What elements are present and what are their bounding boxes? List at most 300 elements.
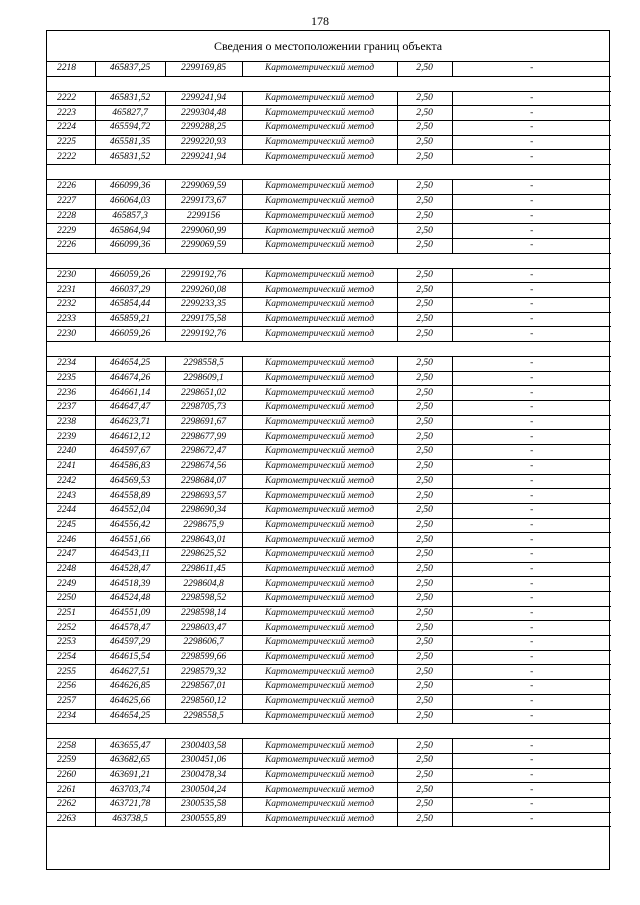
coord-y: 2299241,94 [165, 150, 242, 165]
method: Картометрический метод [242, 224, 397, 239]
note: - [452, 533, 611, 548]
table-row [47, 401, 611, 416]
note: - [452, 180, 611, 195]
method: Картометрический метод [242, 135, 397, 150]
table-row [47, 592, 611, 607]
coord-y: 2299304,48 [165, 106, 242, 121]
precision: 2,50 [397, 135, 452, 150]
precision: 2,50 [397, 297, 452, 312]
note: - [452, 665, 611, 680]
table-row [47, 606, 611, 621]
document-frame [46, 30, 610, 870]
coord-x: 464597,29 [95, 636, 165, 651]
coord-x: 464674,26 [95, 371, 165, 386]
point-id: 2248 [47, 562, 95, 577]
precision: 2,50 [397, 209, 452, 224]
precision: 2,50 [397, 357, 452, 372]
table-row [47, 121, 611, 136]
point-id: 2262 [47, 797, 95, 812]
method: Картометрический метод [242, 121, 397, 136]
table-row [47, 636, 611, 651]
separator-cell [47, 342, 611, 357]
method: Картометрический метод [242, 180, 397, 195]
table-row [47, 577, 611, 592]
coord-x: 465864,94 [95, 224, 165, 239]
point-id: 2244 [47, 503, 95, 518]
precision: 2,50 [397, 459, 452, 474]
coord-x: 466099,36 [95, 238, 165, 253]
note: - [452, 224, 611, 239]
method: Картометрический метод [242, 238, 397, 253]
point-id: 2260 [47, 768, 95, 783]
note: - [452, 357, 611, 372]
coord-y: 2299173,67 [165, 194, 242, 209]
coord-x: 464615,54 [95, 650, 165, 665]
method: Картометрический метод [242, 150, 397, 165]
coord-y: 2299069,59 [165, 180, 242, 195]
point-id: 2259 [47, 753, 95, 768]
method: Картометрический метод [242, 106, 397, 121]
precision: 2,50 [397, 489, 452, 504]
coordinates-table [47, 62, 611, 827]
table-row [47, 297, 611, 312]
method: Картометрический метод [242, 606, 397, 621]
table-row [47, 518, 611, 533]
point-id: 2235 [47, 371, 95, 386]
coord-x: 464551,66 [95, 533, 165, 548]
coord-x: 463655,47 [95, 739, 165, 754]
note: - [452, 415, 611, 430]
separator-cell [47, 724, 611, 739]
point-id: 2258 [47, 739, 95, 754]
point-id: 2242 [47, 474, 95, 489]
table-row [47, 386, 611, 401]
coord-x: 465837,25 [95, 62, 165, 76]
coord-y: 2300478,34 [165, 768, 242, 783]
table-row [47, 415, 611, 430]
coord-x: 466037,29 [95, 283, 165, 298]
precision: 2,50 [397, 768, 452, 783]
coord-x: 464654,25 [95, 709, 165, 724]
coord-y: 2299156 [165, 209, 242, 224]
coord-x: 465827,7 [95, 106, 165, 121]
precision: 2,50 [397, 680, 452, 695]
method: Картометрический метод [242, 547, 397, 562]
coord-y: 2298579,32 [165, 665, 242, 680]
method: Картометрический метод [242, 459, 397, 474]
document-title: Сведения о местоположении границ объекта [47, 31, 609, 62]
table-row [47, 650, 611, 665]
note: - [452, 238, 611, 253]
table-row [47, 180, 611, 195]
note: - [452, 592, 611, 607]
method: Картометрический метод [242, 474, 397, 489]
group-separator [47, 76, 611, 91]
precision: 2,50 [397, 503, 452, 518]
coord-y: 2298691,67 [165, 415, 242, 430]
point-id: 2226 [47, 238, 95, 253]
coord-y: 2298560,12 [165, 694, 242, 709]
point-id: 2222 [47, 150, 95, 165]
precision: 2,50 [397, 533, 452, 548]
table-row [47, 91, 611, 106]
coord-y: 2299069,59 [165, 238, 242, 253]
note: - [452, 636, 611, 651]
coord-y: 2299060,99 [165, 224, 242, 239]
precision: 2,50 [397, 312, 452, 327]
coord-y: 2298611,45 [165, 562, 242, 577]
precision: 2,50 [397, 91, 452, 106]
precision: 2,50 [397, 812, 452, 827]
note: - [452, 62, 611, 76]
point-id: 2234 [47, 709, 95, 724]
precision: 2,50 [397, 636, 452, 651]
note: - [452, 459, 611, 474]
table-row [47, 371, 611, 386]
coord-x: 464586,83 [95, 459, 165, 474]
coord-x: 463721,78 [95, 797, 165, 812]
coord-x: 464578,47 [95, 621, 165, 636]
note: - [452, 562, 611, 577]
table-row [47, 709, 611, 724]
note: - [452, 577, 611, 592]
note: - [452, 371, 611, 386]
point-id: 2228 [47, 209, 95, 224]
note: - [452, 518, 611, 533]
table-row [47, 150, 611, 165]
table-row [47, 312, 611, 327]
precision: 2,50 [397, 783, 452, 798]
coord-y: 2299233,35 [165, 297, 242, 312]
point-id: 2227 [47, 194, 95, 209]
note: - [452, 386, 611, 401]
group-separator [47, 724, 611, 739]
table-row [47, 238, 611, 253]
note: - [452, 606, 611, 621]
table-row [47, 547, 611, 562]
precision: 2,50 [397, 665, 452, 680]
coord-y: 2298672,47 [165, 445, 242, 460]
point-id: 2236 [47, 386, 95, 401]
note: - [452, 135, 611, 150]
method: Картометрический метод [242, 562, 397, 577]
table-row [47, 135, 611, 150]
method: Картометрический метод [242, 812, 397, 827]
precision: 2,50 [397, 650, 452, 665]
table-row [47, 459, 611, 474]
separator-cell [47, 165, 611, 180]
precision: 2,50 [397, 371, 452, 386]
note: - [452, 106, 611, 121]
coord-x: 463682,65 [95, 753, 165, 768]
note: - [452, 268, 611, 283]
method: Картометрический метод [242, 297, 397, 312]
table-row [47, 533, 611, 548]
coord-x: 465594,72 [95, 121, 165, 136]
coord-y: 2298604,8 [165, 577, 242, 592]
coord-x: 464569,53 [95, 474, 165, 489]
note: - [452, 209, 611, 224]
point-id: 2224 [47, 121, 95, 136]
method: Картометрический метод [242, 665, 397, 680]
method: Картометрический метод [242, 709, 397, 724]
point-id: 2222 [47, 91, 95, 106]
note: - [452, 401, 611, 416]
coord-y: 2300451,06 [165, 753, 242, 768]
precision: 2,50 [397, 194, 452, 209]
precision: 2,50 [397, 224, 452, 239]
table-row [47, 739, 611, 754]
point-id: 2245 [47, 518, 95, 533]
note: - [452, 91, 611, 106]
precision: 2,50 [397, 547, 452, 562]
coord-y: 2299260,08 [165, 283, 242, 298]
coord-y: 2299169,85 [165, 62, 242, 76]
coord-y: 2298558,5 [165, 357, 242, 372]
method: Картометрический метод [242, 739, 397, 754]
point-id: 2261 [47, 783, 95, 798]
point-id: 2254 [47, 650, 95, 665]
method: Картометрический метод [242, 533, 397, 548]
table-row [47, 768, 611, 783]
point-id: 2233 [47, 312, 95, 327]
table-row [47, 224, 611, 239]
point-id: 2225 [47, 135, 95, 150]
precision: 2,50 [397, 268, 452, 283]
point-id: 2240 [47, 445, 95, 460]
coord-x: 464654,25 [95, 357, 165, 372]
point-id: 2230 [47, 327, 95, 342]
coord-y: 2298606,7 [165, 636, 242, 651]
point-id: 2234 [47, 357, 95, 372]
point-id: 2250 [47, 592, 95, 607]
precision: 2,50 [397, 62, 452, 76]
point-id: 2238 [47, 415, 95, 430]
table-row [47, 283, 611, 298]
point-id: 2246 [47, 533, 95, 548]
note: - [452, 503, 611, 518]
coord-x: 464518,39 [95, 577, 165, 592]
coord-y: 2298598,14 [165, 606, 242, 621]
coord-x: 465854,44 [95, 297, 165, 312]
point-id: 2249 [47, 577, 95, 592]
method: Картометрический метод [242, 621, 397, 636]
group-separator [47, 165, 611, 180]
note: - [452, 430, 611, 445]
coord-x: 466099,36 [95, 180, 165, 195]
coord-y: 2299175,58 [165, 312, 242, 327]
note: - [452, 621, 611, 636]
note: - [452, 445, 611, 460]
precision: 2,50 [397, 621, 452, 636]
coord-x: 464625,66 [95, 694, 165, 709]
precision: 2,50 [397, 430, 452, 445]
coord-x: 463738,5 [95, 812, 165, 827]
method: Картометрический метод [242, 91, 397, 106]
precision: 2,50 [397, 401, 452, 416]
separator-cell [47, 76, 611, 91]
table-row [47, 797, 611, 812]
method: Картометрический метод [242, 577, 397, 592]
note: - [452, 150, 611, 165]
method: Картометрический метод [242, 430, 397, 445]
coordinates-table-body [47, 62, 611, 827]
method: Картометрический метод [242, 327, 397, 342]
coord-x: 464552,04 [95, 503, 165, 518]
coord-x: 465859,21 [95, 312, 165, 327]
precision: 2,50 [397, 327, 452, 342]
point-id: 2247 [47, 547, 95, 562]
note: - [452, 312, 611, 327]
method: Картометрический метод [242, 445, 397, 460]
method: Картометрический метод [242, 268, 397, 283]
precision: 2,50 [397, 415, 452, 430]
precision: 2,50 [397, 694, 452, 709]
note: - [452, 768, 611, 783]
coord-y: 2298598,52 [165, 592, 242, 607]
note: - [452, 650, 611, 665]
precision: 2,50 [397, 180, 452, 195]
note: - [452, 474, 611, 489]
table-row [47, 106, 611, 121]
table-row [47, 474, 611, 489]
coord-x: 464558,89 [95, 489, 165, 504]
coord-x: 463703,74 [95, 783, 165, 798]
page-number: 178 [311, 14, 329, 28]
coord-x: 466064,03 [95, 194, 165, 209]
point-id: 2252 [47, 621, 95, 636]
table-row [47, 503, 611, 518]
coord-x: 464551,09 [95, 606, 165, 621]
point-id: 2229 [47, 224, 95, 239]
coord-x: 465831,52 [95, 150, 165, 165]
method: Картометрический метод [242, 401, 397, 416]
method: Картометрический метод [242, 503, 397, 518]
coord-x: 466059,26 [95, 327, 165, 342]
method: Картометрический метод [242, 694, 397, 709]
point-id: 2243 [47, 489, 95, 504]
coord-x: 464627,51 [95, 665, 165, 680]
group-separator [47, 342, 611, 357]
point-id: 2251 [47, 606, 95, 621]
precision: 2,50 [397, 238, 452, 253]
note: - [452, 489, 611, 504]
method: Картометрический метод [242, 371, 397, 386]
method: Картометрический метод [242, 753, 397, 768]
method: Картометрический метод [242, 797, 397, 812]
method: Картометрический метод [242, 592, 397, 607]
method: Картометрический метод [242, 357, 397, 372]
note: - [452, 194, 611, 209]
coord-y: 2298693,57 [165, 489, 242, 504]
precision: 2,50 [397, 577, 452, 592]
precision: 2,50 [397, 797, 452, 812]
coord-x: 464528,47 [95, 562, 165, 577]
coord-x: 463691,21 [95, 768, 165, 783]
method: Картометрический метод [242, 415, 397, 430]
coord-y: 2298674,56 [165, 459, 242, 474]
point-id: 2253 [47, 636, 95, 651]
point-id: 2223 [47, 106, 95, 121]
note: - [452, 709, 611, 724]
point-id: 2241 [47, 459, 95, 474]
method: Картометрический метод [242, 650, 397, 665]
coord-y: 2299220,93 [165, 135, 242, 150]
precision: 2,50 [397, 474, 452, 489]
coord-x: 464543,11 [95, 547, 165, 562]
table-row [47, 694, 611, 709]
point-id: 2255 [47, 665, 95, 680]
coord-x: 464524,48 [95, 592, 165, 607]
method: Картометрический метод [242, 680, 397, 695]
precision: 2,50 [397, 562, 452, 577]
precision: 2,50 [397, 739, 452, 754]
separator-cell [47, 253, 611, 268]
coord-y: 2298558,5 [165, 709, 242, 724]
coord-x: 464623,71 [95, 415, 165, 430]
note: - [452, 694, 611, 709]
method: Картометрический метод [242, 783, 397, 798]
point-id: 2239 [47, 430, 95, 445]
note: - [452, 283, 611, 298]
method: Картометрический метод [242, 209, 397, 224]
method: Картометрический метод [242, 194, 397, 209]
method: Картометрический метод [242, 386, 397, 401]
precision: 2,50 [397, 283, 452, 298]
coord-x: 465581,35 [95, 135, 165, 150]
note: - [452, 680, 611, 695]
coord-y: 2300535,58 [165, 797, 242, 812]
coord-y: 2300403,58 [165, 739, 242, 754]
point-id: 2257 [47, 694, 95, 709]
group-separator [47, 253, 611, 268]
point-id: 2256 [47, 680, 95, 695]
coord-y: 2299288,25 [165, 121, 242, 136]
method: Картометрический метод [242, 62, 397, 76]
precision: 2,50 [397, 709, 452, 724]
coord-x: 466059,26 [95, 268, 165, 283]
table-row [47, 812, 611, 827]
table-row [47, 665, 611, 680]
coord-y: 2298603,47 [165, 621, 242, 636]
coord-x: 464661,14 [95, 386, 165, 401]
coord-y: 2298599,66 [165, 650, 242, 665]
point-id: 2226 [47, 180, 95, 195]
note: - [452, 812, 611, 827]
coord-y: 2299192,76 [165, 268, 242, 283]
table-row [47, 327, 611, 342]
coord-x: 465857,3 [95, 209, 165, 224]
precision: 2,50 [397, 150, 452, 165]
coord-y: 2299192,76 [165, 327, 242, 342]
point-id: 2232 [47, 297, 95, 312]
coord-y: 2300555,89 [165, 812, 242, 827]
table-row [47, 562, 611, 577]
coord-y: 2298684,07 [165, 474, 242, 489]
note: - [452, 739, 611, 754]
table-row [47, 62, 611, 76]
method: Картометрический метод [242, 768, 397, 783]
table-row [47, 194, 611, 209]
coord-x: 464626,85 [95, 680, 165, 695]
note: - [452, 783, 611, 798]
coord-y: 2300504,24 [165, 783, 242, 798]
precision: 2,50 [397, 386, 452, 401]
precision: 2,50 [397, 106, 452, 121]
table-row [47, 753, 611, 768]
table-row [47, 430, 611, 445]
point-id: 2237 [47, 401, 95, 416]
